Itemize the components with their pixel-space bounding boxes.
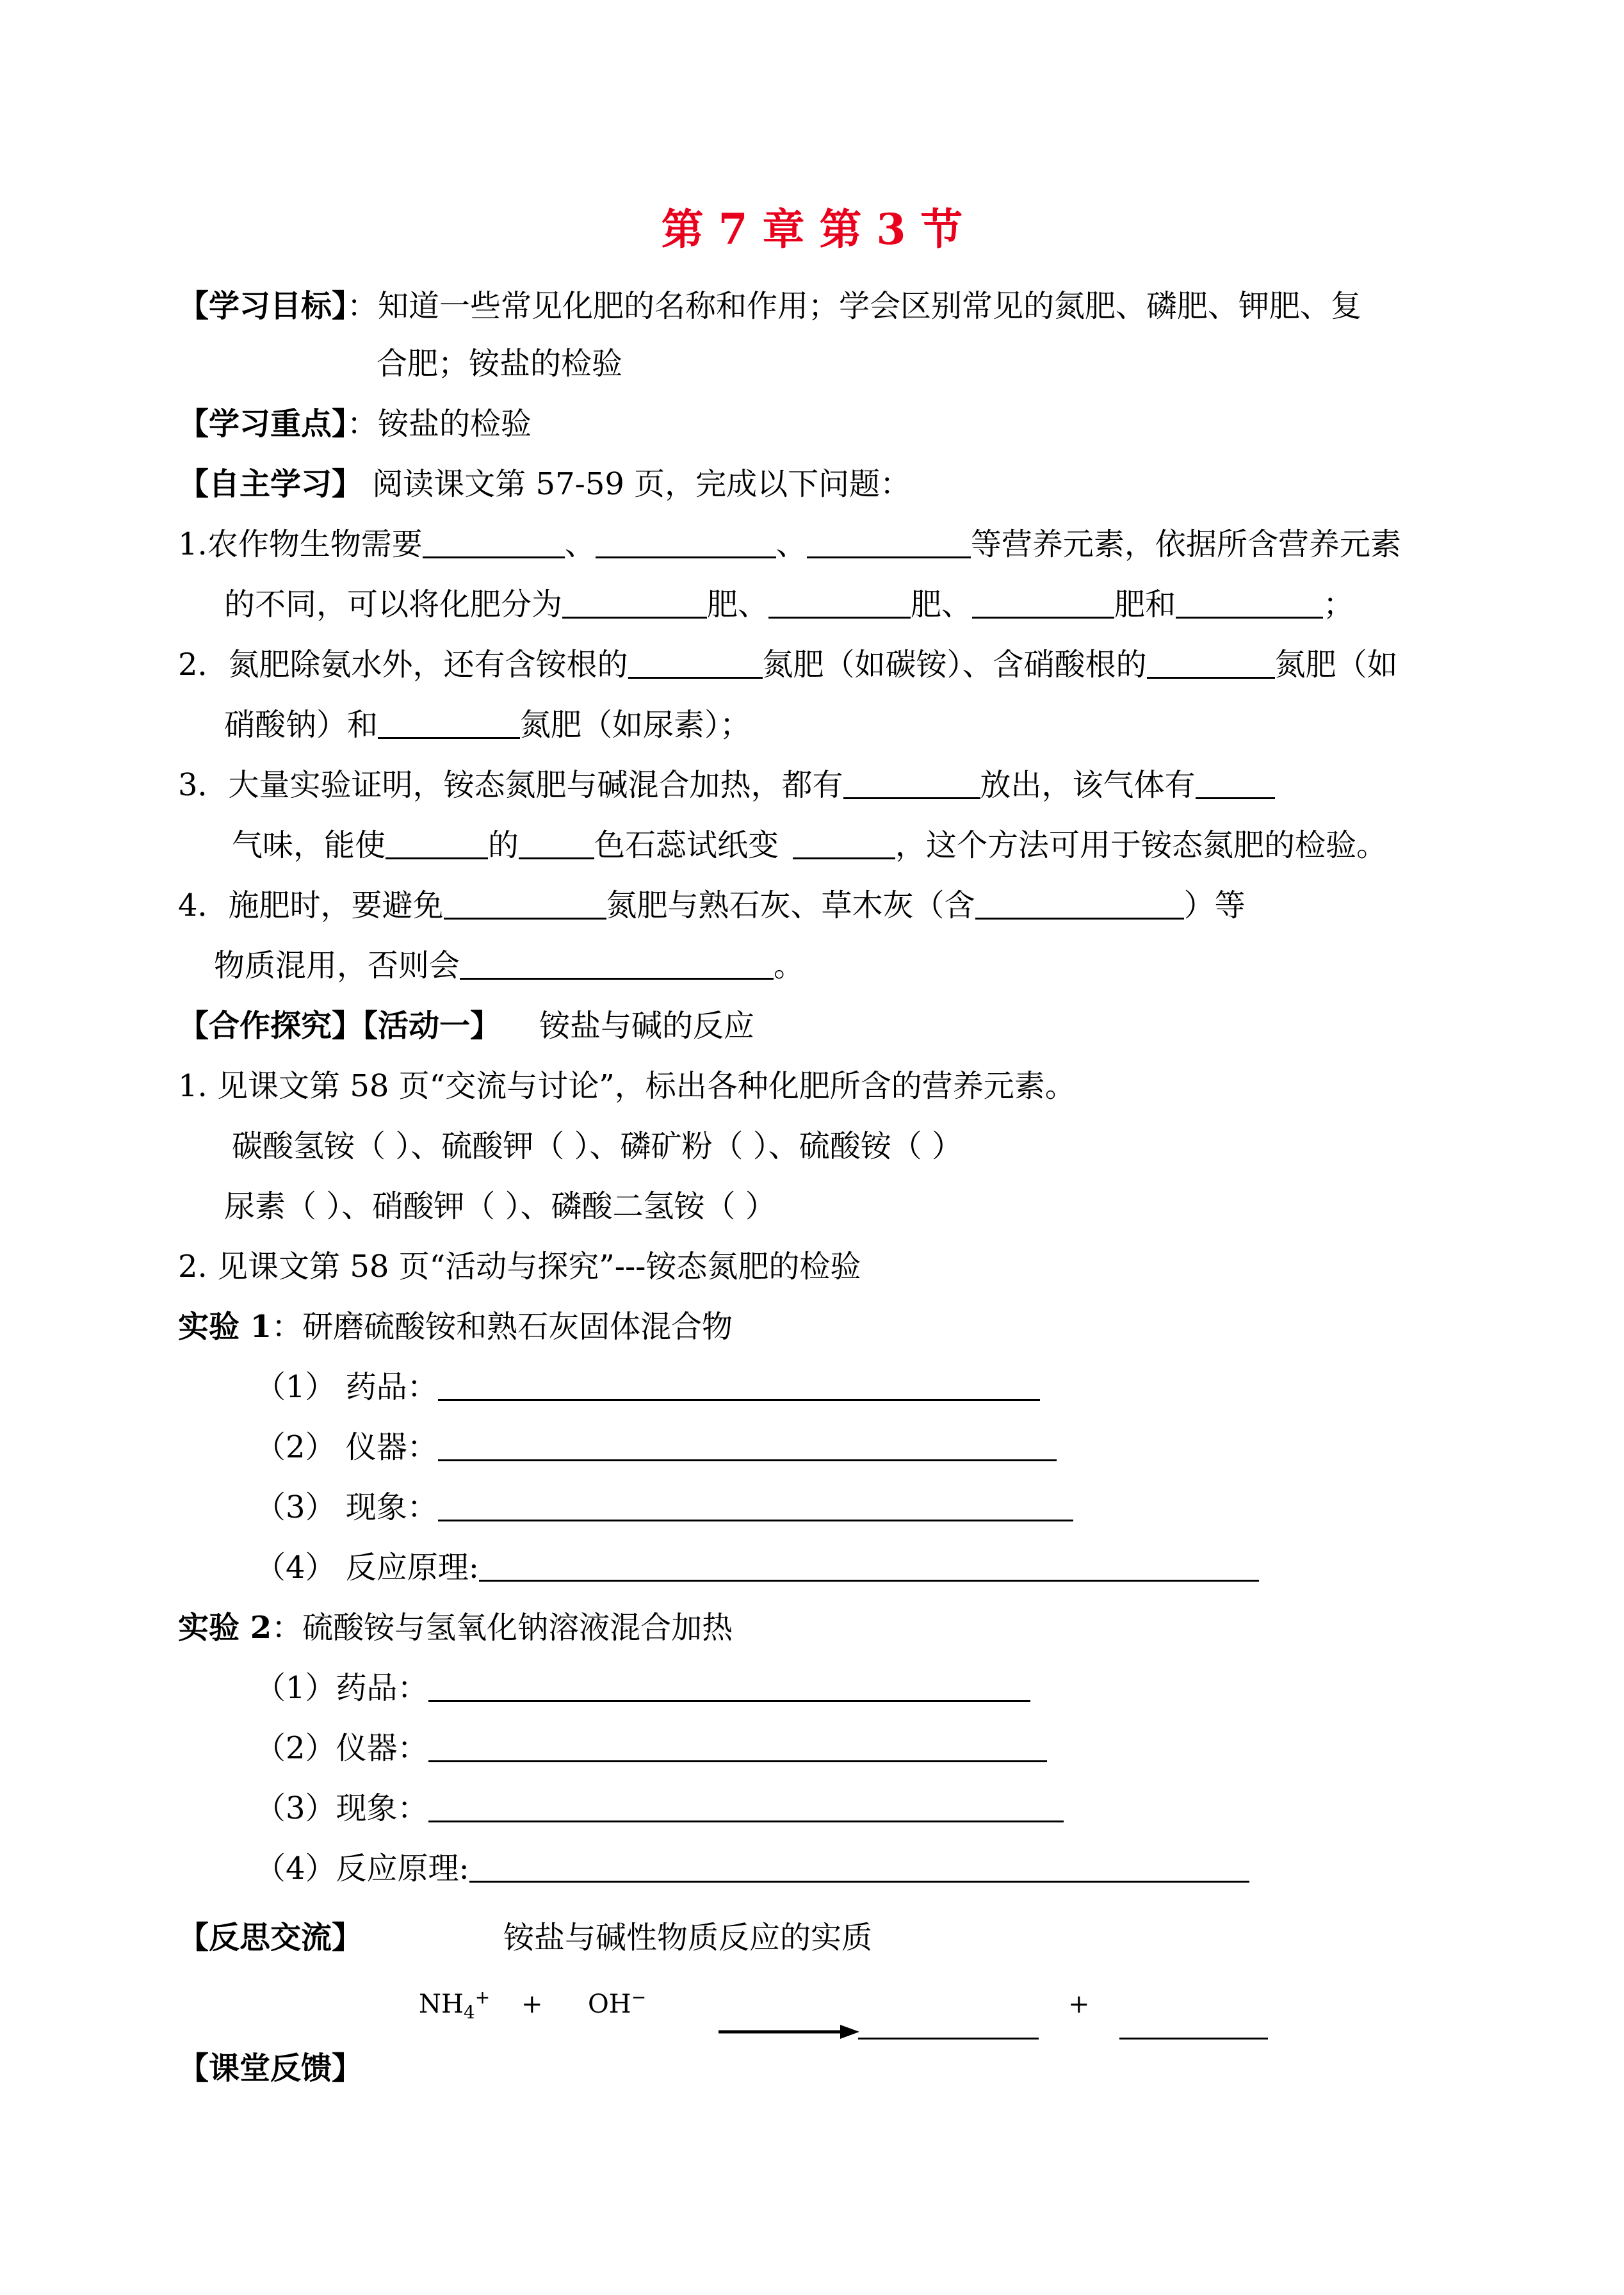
experiment-2-heading [178, 1609, 733, 1647]
cooperative-inquiry-label: 【合作探究】【活动一】 [178, 1008, 501, 1044]
learning-goals-text-1: ：知道一些常见化肥的名称和作用；学会区别常见的氮肥、磷肥、钾肥、复 [347, 288, 1362, 324]
cooperative-inquiry-text: 铵盐与碱的反应 [539, 1008, 755, 1044]
question-3-line-2 [232, 826, 1387, 864]
answer-blank[interactable] [807, 527, 971, 558]
question-2-text: 氮肥（如碳铵）、含硝酸根的 [762, 647, 1147, 683]
answer-blank[interactable] [460, 948, 774, 980]
answer-blank[interactable] [972, 587, 1114, 619]
question-3-text: 3．大量实验证明，铵态氮肥与碱混合加热，都有 [178, 767, 843, 803]
question-4-text: 4．施肥时，要避免 [178, 888, 444, 923]
hydroxide-ion [588, 1985, 646, 2023]
ammonium-ion [419, 1985, 490, 2023]
answer-blank[interactable] [1196, 768, 1275, 799]
answer-blank[interactable] [423, 527, 565, 558]
question-3-text: 的 [488, 827, 519, 863]
experiment-2-instrument-line [255, 1729, 1047, 1767]
experiment-1-phenomenon-line [255, 1488, 1073, 1527]
question-2-text: 氮肥（如 [1274, 647, 1398, 683]
experiment-1-instrument-label: （2） 仪器： [255, 1429, 438, 1465]
question-3-text: ，这个方法可用于铵态氮肥的检验。 [895, 827, 1388, 863]
answer-blank[interactable] [768, 587, 911, 619]
experiment-1-drug-label: （1） 药品： [255, 1369, 438, 1405]
product-blank-2[interactable] [1119, 2038, 1268, 2040]
reaction-arrow-icon [719, 2022, 859, 2041]
experiment-1-label: 实验 1 [178, 1309, 272, 1345]
answer-blank[interactable] [428, 1671, 1030, 1702]
question-1-text: 肥、 [707, 587, 769, 622]
question-2-text: 2．氮肥除氨水外，还有含铵根的 [178, 647, 628, 683]
experiment-2-title: ：硫酸铵与氢氧化钠溶液混合加热 [272, 1610, 733, 1646]
experiment-1-phenomenon-label: （3） 现象： [255, 1489, 438, 1525]
experiment-2-principle-line [255, 1849, 1249, 1888]
question-2-text: 硝酸钠）和 [224, 707, 378, 743]
reflection-label: 【反思交流】 [178, 1920, 363, 1956]
hydroxide-charge: − [631, 1986, 647, 2008]
answer-blank[interactable] [562, 587, 707, 619]
question-1-text: 等营养元素，依据所含营养元素 [970, 526, 1401, 562]
classroom-feedback-label: 【课堂反馈】 [178, 2050, 363, 2086]
answer-blank[interactable] [843, 768, 980, 799]
key-point-line [178, 405, 532, 443]
self-study-text: 阅读课文第 57-59 页，完成以下问题： [362, 466, 911, 502]
question-1-text: 的不同，可以将化肥分为 [224, 587, 563, 622]
reflection-line [178, 1918, 362, 1957]
question-1-text: 肥、 [911, 587, 973, 622]
answer-blank[interactable] [438, 1370, 1040, 1401]
learning-goals-label: 【学习目标】 [178, 288, 348, 324]
answer-blank[interactable] [628, 647, 763, 679]
activity-item-1: 1. 见课文第 58 页“交流与讨论”，标出各种化肥所含的营养元素。 [178, 1068, 1076, 1104]
question-2-line-2 [224, 706, 751, 744]
answer-blank[interactable] [469, 1851, 1249, 1883]
hydroxide-formula: OH [588, 1990, 631, 2019]
answer-blank[interactable] [444, 888, 606, 920]
experiment-1-instrument-line [255, 1428, 1057, 1466]
fertilizer-row-1: 碳酸氢铵（ ）、硫酸钾（ ）、磷矿粉（ ）、硫酸铵（ ） [232, 1128, 963, 1164]
ammonium-formula: NH [419, 1990, 464, 2019]
answer-blank[interactable] [378, 708, 520, 739]
answer-blank[interactable] [975, 888, 1184, 920]
experiment-1-drug-line [255, 1368, 1040, 1406]
question-1-line-2 [224, 585, 1354, 624]
experiment-1-principle-label: （4） 反应原理: [255, 1550, 479, 1585]
reflection-text: 铵盐与碱性物质反应的实质 [503, 1920, 873, 1956]
experiment-2-principle-label: （4）反应原理: [255, 1851, 469, 1886]
experiment-2-label: 实验 2 [178, 1610, 272, 1646]
key-point-text: ：铵盐的检验 [347, 406, 532, 442]
answer-blank[interactable] [1176, 587, 1323, 619]
learning-goals-line-1 [178, 287, 1361, 325]
ammonium-subscript: 4 [463, 2002, 475, 2023]
product-blank-1[interactable] [858, 2038, 1039, 2040]
question-1-sep: 、 [775, 526, 807, 562]
question-1-text: ； [1323, 587, 1354, 622]
question-2-text: 氮肥（如尿素）； [520, 707, 751, 743]
answer-blank[interactable] [1147, 647, 1275, 679]
question-4-line-1 [178, 886, 1246, 925]
answer-blank[interactable] [386, 828, 488, 859]
answer-blank[interactable] [519, 828, 594, 859]
question-4-text: 。 [774, 948, 805, 984]
question-1-sep: 、 [564, 526, 596, 562]
learning-goals-line-2: 合肥；铵盐的检验 [377, 346, 623, 382]
experiment-1-heading [178, 1308, 733, 1346]
answer-blank[interactable] [428, 1731, 1047, 1762]
cooperative-inquiry-line [178, 1007, 754, 1045]
answer-blank[interactable] [793, 828, 895, 859]
question-3-line-1 [178, 766, 1275, 804]
question-4-text: 氮肥与熟石灰、草木灰（含 [606, 888, 975, 923]
page-title: 第 7 章 第 3 节 [661, 204, 963, 254]
self-study-line [178, 465, 911, 503]
question-2-line-1 [178, 645, 1398, 684]
question-4-line-2 [214, 946, 804, 985]
question-1-line-1 [178, 525, 1401, 564]
experiment-2-drug-line [255, 1669, 1030, 1707]
ammonium-charge: + [475, 1986, 491, 2008]
classroom-feedback-line [178, 2049, 362, 2088]
experiment-1-principle-line [255, 1548, 1259, 1587]
answer-blank[interactable] [428, 1791, 1064, 1822]
self-study-label: 【自主学习】 [178, 466, 363, 502]
experiment-1-title: ：研磨硫酸铵和熟石灰固体混合物 [272, 1309, 733, 1345]
question-3-text: 气味，能使 [232, 827, 386, 863]
answer-blank[interactable] [438, 1430, 1057, 1461]
question-3-text: 色石蕊试纸变 [594, 827, 779, 863]
question-4-text: 物质混用，否则会 [214, 948, 460, 984]
experiment-2-phenomenon-line [255, 1789, 1064, 1828]
answer-blank[interactable] [596, 527, 776, 558]
question-4-text: ）等 [1183, 888, 1246, 923]
fertilizer-row-2: 尿素（ ）、硝酸钾（ ）、磷酸二氢铵（ ） [224, 1188, 776, 1224]
answer-blank[interactable] [479, 1550, 1259, 1582]
answer-blank[interactable] [438, 1490, 1073, 1521]
experiment-2-instrument-label: （2）仪器： [255, 1730, 428, 1766]
key-point-label: 【学习重点】 [178, 406, 348, 442]
question-1-text: 肥和 [1114, 587, 1176, 622]
experiment-2-phenomenon-label: （3）现象： [255, 1790, 428, 1826]
experiment-2-drug-label: （1）药品： [255, 1670, 428, 1706]
plus-sign-1: + [521, 1990, 543, 2019]
question-3-text: 放出，该气体有 [980, 767, 1196, 803]
question-1-text: 1.农作物生物需要 [178, 526, 423, 562]
activity-item-2: 2. 见课文第 58 页“活动与探究”---铵态氮肥的检验 [178, 1249, 861, 1285]
plus-sign-2: + [1068, 1990, 1090, 2019]
